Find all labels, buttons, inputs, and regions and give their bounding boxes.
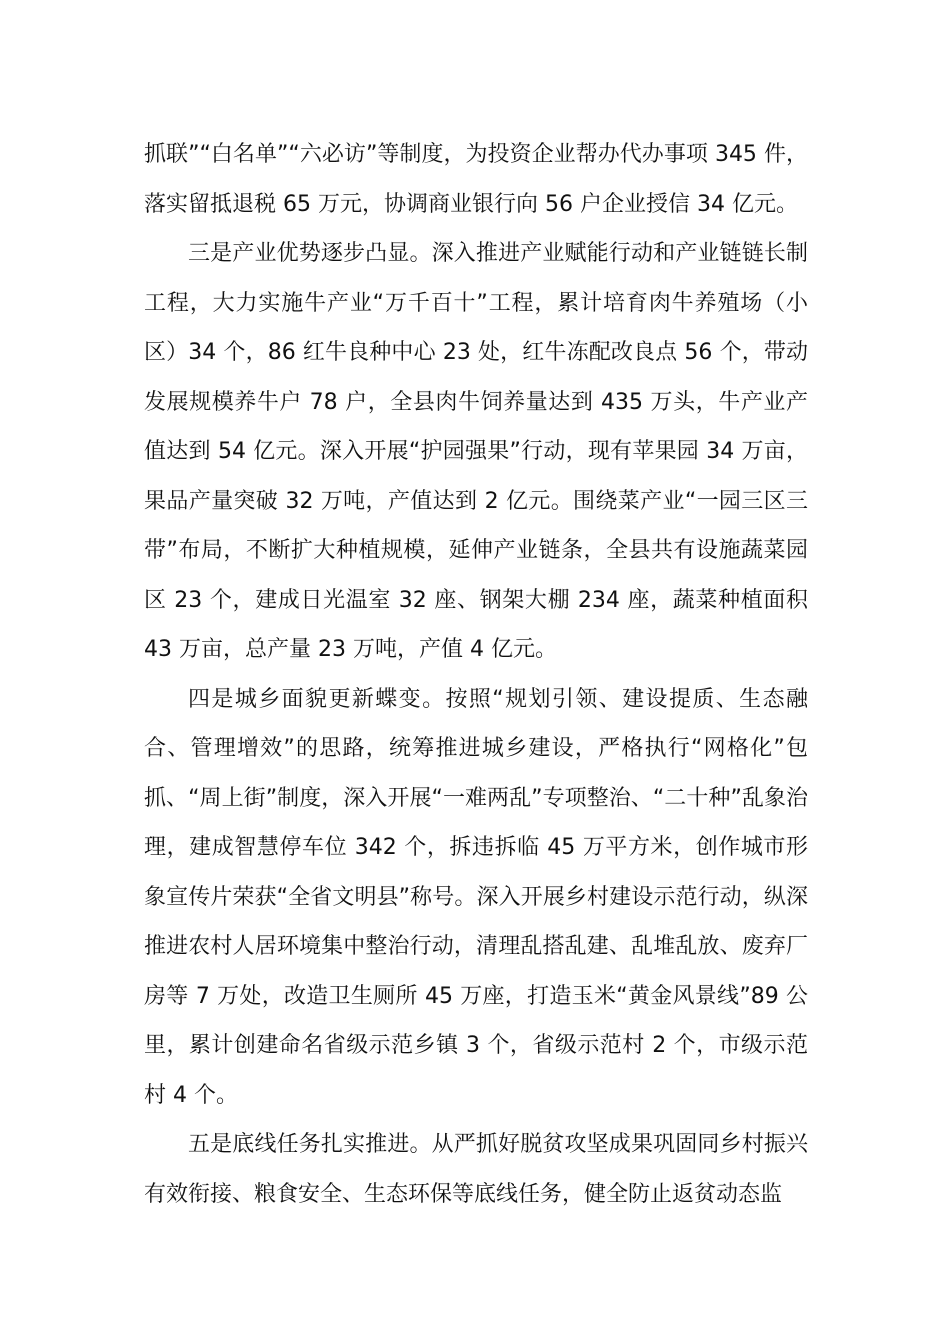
paragraph-4: 五是底线任务扎实推进。从严抓好脱贫攻坚成果巩固同乡村振兴有效衔接、粮食安全、生态环保等底线任务，健全防止返贫动态监 (144, 1132, 808, 1207)
paragraph-1: 抓联”“白名单”“六必访”等制度，为投资企业帮办代办事项 345 件，落实留抵退税 65 万元，协调商业银行向 56 户企业授信 34 亿元。 (144, 142, 808, 217)
document-body (144, 130, 808, 1219)
paragraph-2: 三是产业优势逐步凸显。深入推进产业赋能行动和产业链链长制工程，大力实施牛产业“万千百十”工程，累计培育肉牛养殖场（小区）34 个，86 红牛良种中心 23 处，红牛冻配改良点 56 个，带动发展规模养牛户 78 户，全县肉牛饲养量达到 435 万头，牛产业产值达到 54 亿元。深入开展“护园强果”行动，现有苹果园 34 万亩，果品产量突破 32 万吨，产值达到 2 亿元。围绕菜产业“一园三区三带”布局，不断扩大种植规模，延伸产业链条，全县共有设施蔬菜园区 23 个，建成日光温室 32 座、钢架大棚 234 座，蔬菜种植面积 43 万亩，总产量 23 万吨，产值 4 亿元。 (144, 241, 808, 662)
paragraph-3: 四是城乡面貌更新蝶变。按照“规划引领、建设提质、生态融合、管理增效”的思路，统筹推进城乡建设，严格执行“网格化”包抓、“周上街”制度，深入开展“一难两乱”专项整治、“二十种”乱象治理，建成智慧停车位 342 个，拆违拆临 45 万平方米，创作城市形象宣传片荣获“全省文明县”称号。深入开展乡村建设示范行动，纵深推进农村人居环境集中整治行动，清理乱搭乱建、乱堆乱放、废弃厂房等 7 万处，改造卫生厕所 45 万座，打造玉米“黄金风景线”89 公里，累计创建命名省级示范乡镇 3 个，省级示范村 2 个，市级示范村 4 个。 (144, 686, 808, 1108)
